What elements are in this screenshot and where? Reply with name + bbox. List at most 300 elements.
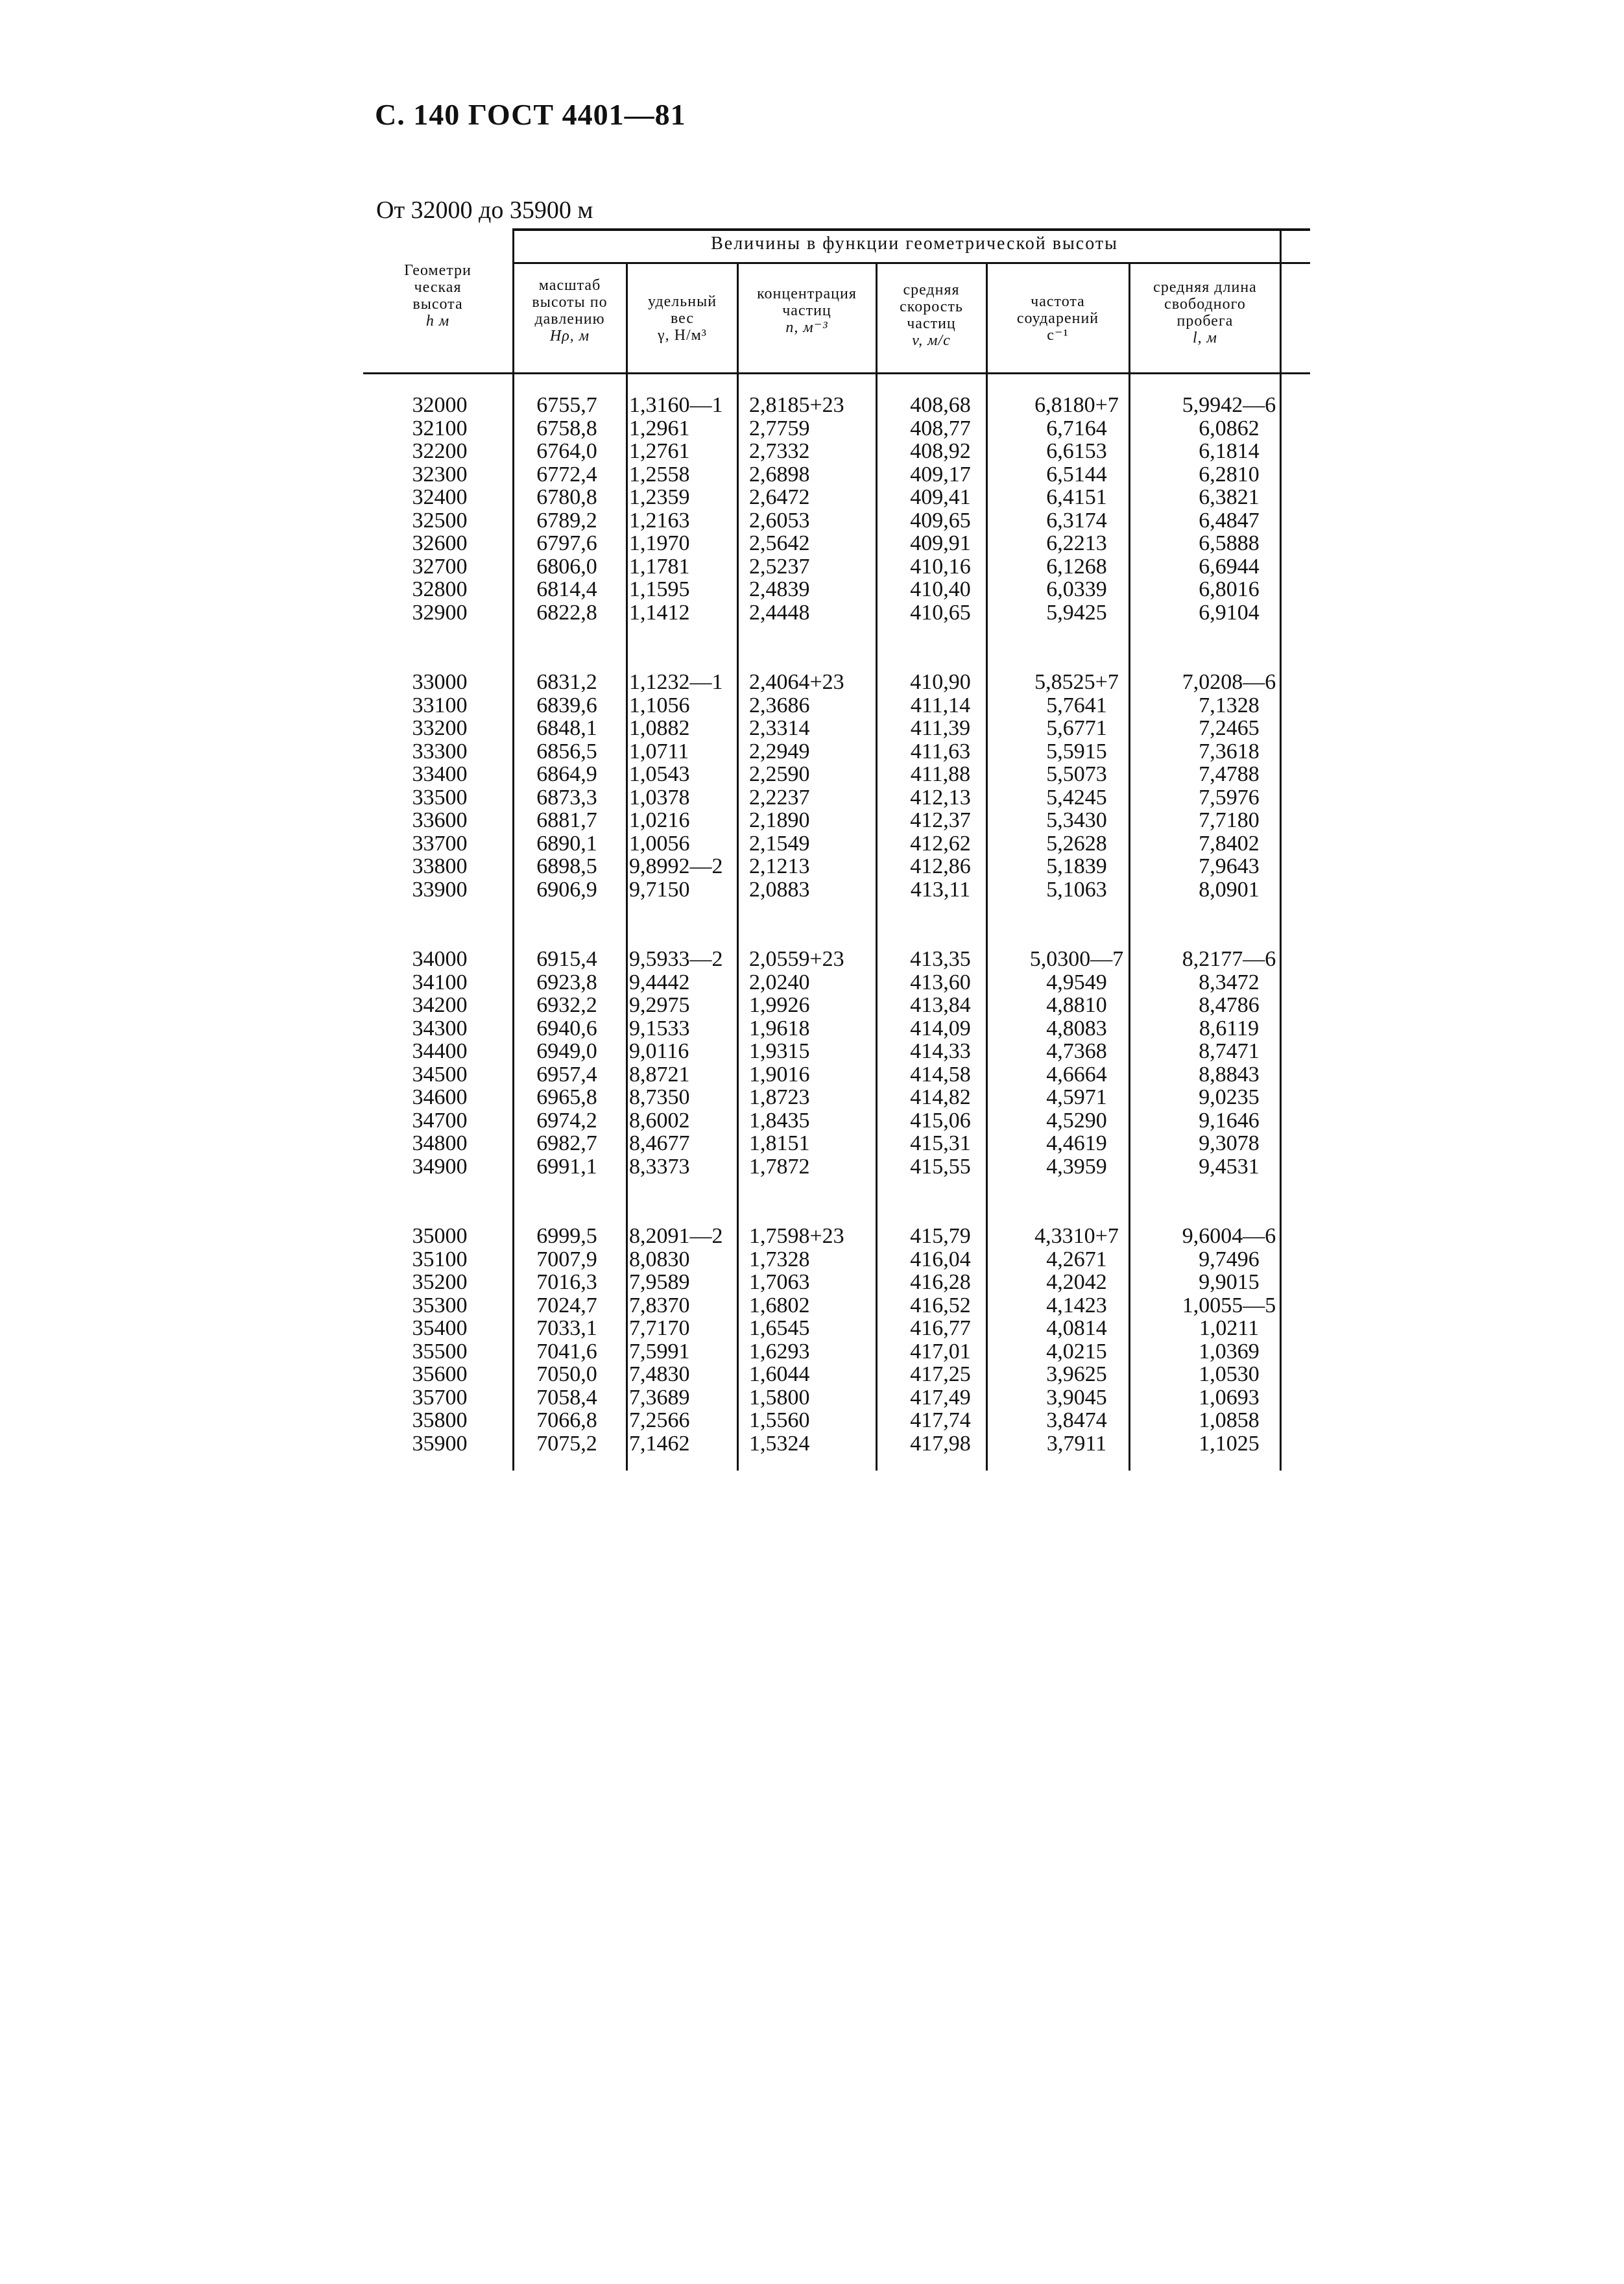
table-cell: 7033,1	[536, 1316, 597, 1340]
table-cell: 9,1533	[629, 1016, 690, 1040]
table-cell: 2,7759	[749, 416, 810, 440]
group-spacer	[882, 624, 999, 671]
column-rule	[512, 228, 514, 1471]
table-top-rule	[514, 228, 1310, 231]
table-cell: 3,9625	[1046, 1362, 1107, 1386]
table-cell: 33800	[412, 854, 468, 878]
table-cell: 412,62	[910, 831, 971, 856]
table-cell: 2,1890	[749, 808, 810, 832]
table-cell: 417,01	[910, 1339, 971, 1364]
table-cell: 1,0543	[629, 762, 690, 786]
table-cell: 6772,4	[536, 462, 597, 487]
table-cell: 4,0215	[1046, 1339, 1107, 1364]
table-cell: 7,3689	[629, 1385, 690, 1410]
table-cell: 35500	[412, 1339, 468, 1364]
table-cell: 5,3430	[1046, 808, 1107, 832]
table-cell: 6839,6	[536, 693, 597, 717]
table-cell: 3,9045	[1046, 1385, 1107, 1410]
table-cell: 32000	[412, 393, 468, 417]
table-cell: 32900	[412, 600, 468, 625]
table-cell: 7,1328	[1199, 693, 1260, 717]
table-cell: 412,13	[910, 785, 971, 810]
table-cell: 35100	[412, 1247, 468, 1271]
table-cell: 4,5971	[1046, 1085, 1107, 1109]
table-cell: 408,77	[910, 416, 971, 440]
table-cell: 6,0862	[1199, 416, 1260, 440]
table-cell: 7,7170	[629, 1316, 690, 1340]
table-cell: 1,3160—1	[629, 393, 723, 417]
table-cell: 1,1595	[629, 577, 690, 601]
table-cell: 6,9104	[1199, 600, 1260, 625]
table-cell: 6,5144	[1046, 462, 1107, 487]
table-cell: 8,4677	[629, 1131, 690, 1155]
table-cell: 7,5991	[629, 1339, 690, 1364]
table-cell: 415,79	[910, 1224, 971, 1248]
table-cell: 2,3686	[749, 693, 810, 717]
table-cell: 413,60	[910, 970, 971, 994]
table-cell: 1,6044	[749, 1362, 810, 1386]
table-cell: 6864,9	[536, 762, 597, 786]
table-cell: 8,7471	[1199, 1039, 1260, 1063]
table-cell: 8,3373	[629, 1154, 690, 1179]
table-cell: 32200	[412, 439, 468, 463]
table-cell: 8,6119	[1199, 1016, 1260, 1040]
table-cell: 6898,5	[536, 854, 597, 878]
table-cell: 1,7598+23	[749, 1224, 844, 1248]
table-cell: 9,2975	[629, 993, 690, 1017]
header-pressure-scale-height: масштаб высоты по давлению Hρ, м	[532, 277, 608, 344]
table-cell: 5,0300—7	[1029, 947, 1124, 971]
table-cell: 1,0378	[629, 785, 690, 810]
table-cell: 417,25	[910, 1362, 971, 1386]
table-cell: 5,5915	[1046, 739, 1107, 763]
group-spacer	[1154, 1178, 1304, 1225]
table-cell: 9,4531	[1199, 1154, 1260, 1179]
table-cell: 415,55	[910, 1154, 971, 1179]
table-cell: 1,2961	[629, 416, 690, 440]
table-cell: 6,6944	[1199, 554, 1260, 579]
table-cell: 1,9618	[749, 1016, 810, 1040]
table-cell: 2,2590	[749, 762, 810, 786]
table-cell: 6,1268	[1046, 554, 1107, 579]
table-cell: 1,9016	[749, 1062, 810, 1087]
table-cell: 34100	[412, 970, 468, 994]
table-cell: 7,4830	[629, 1362, 690, 1386]
table-cell: 6780,8	[536, 485, 597, 509]
header-collision-frequency: частота соударений с⁻¹	[1016, 293, 1099, 344]
super-header-rule	[514, 262, 1310, 264]
table-cell: 1,5560	[749, 1408, 810, 1432]
table-cell: 7,3618	[1199, 739, 1260, 763]
table-cell: 2,6053	[749, 508, 810, 533]
table-cell: 9,0235	[1199, 1085, 1260, 1109]
table-cell: 5,9425	[1046, 600, 1107, 625]
table-cell: 6797,6	[536, 531, 597, 555]
group-spacer	[515, 1178, 619, 1225]
table-cell: 2,0559+23	[749, 947, 844, 971]
table-cell: 6949,0	[536, 1039, 597, 1063]
table-cell: 1,0055—5	[1182, 1293, 1276, 1317]
table-cell: 1,1970	[629, 531, 690, 555]
table-cell: 1,0858	[1199, 1408, 1260, 1432]
table-cell: 9,0116	[629, 1039, 689, 1063]
table-cell: 1,1056	[629, 693, 690, 717]
header-height: Геометри ческая высота h м	[404, 262, 472, 330]
table-cell: 5,5073	[1046, 762, 1107, 786]
table-cell: 2,5642	[749, 531, 810, 555]
table-cell: 35800	[412, 1408, 468, 1432]
table-cell: 2,0883	[749, 877, 810, 902]
table-cell: 35700	[412, 1385, 468, 1410]
table-cell: 4,7368	[1046, 1039, 1107, 1063]
header-bottom-rule	[363, 372, 1310, 374]
table-cell: 1,0216	[629, 808, 690, 832]
table-cell: 9,4442	[629, 970, 690, 994]
table-cell: 6806,0	[536, 554, 597, 579]
table-cell: 5,1839	[1046, 854, 1107, 878]
table-cell: 32800	[412, 577, 468, 601]
table-cell: 1,1412	[629, 600, 690, 625]
table-cell: 7075,2	[536, 1431, 597, 1456]
table-cell: 35200	[412, 1270, 468, 1294]
group-spacer	[1154, 901, 1304, 948]
table-cell: 6764,0	[536, 439, 597, 463]
table-cell: 1,1232—1	[629, 670, 723, 694]
table-cell: 2,2949	[749, 739, 810, 763]
table-cell: 4,6664	[1046, 1062, 1107, 1087]
table-cell: 7041,6	[536, 1339, 597, 1364]
table-cell: 2,1213	[749, 854, 810, 878]
table-cell: 413,84	[910, 993, 971, 1017]
group-spacer	[1012, 901, 1141, 948]
table-cell: 1,2359	[629, 485, 690, 509]
table-cell: 6814,4	[536, 577, 597, 601]
table-cell: 35900	[412, 1431, 468, 1456]
table-cell: 412,86	[910, 854, 971, 878]
table-cell: 414,82	[910, 1085, 971, 1109]
table-cell: 6881,7	[536, 808, 597, 832]
table-cell: 408,92	[910, 439, 971, 463]
table-cell: 4,3959	[1046, 1154, 1107, 1179]
table-cell: 7,7180	[1199, 808, 1260, 832]
table-cell: 5,6771	[1046, 716, 1107, 740]
table-cell: 1,2761	[629, 439, 690, 463]
table-cell: 6890,1	[536, 831, 597, 856]
table-cell: 33300	[412, 739, 468, 763]
table-cell: 417,74	[910, 1408, 971, 1432]
table-cell: 8,2091—2	[629, 1224, 723, 1248]
table-cell: 7,4788	[1199, 762, 1260, 786]
table-cell: 6,8180+7	[1034, 393, 1119, 417]
table-cell: 4,8083	[1046, 1016, 1107, 1040]
table-cell: 6758,8	[536, 416, 597, 440]
table-cell: 6755,7	[536, 393, 597, 417]
table-cell: 2,0240	[749, 970, 810, 994]
table-cell: 6,2810	[1199, 462, 1260, 487]
table-cell: 416,77	[910, 1316, 971, 1340]
table-cell: 8,4786	[1199, 993, 1260, 1017]
table-cell: 34300	[412, 1016, 468, 1040]
table-cell: 409,17	[910, 462, 971, 487]
table-cell: 409,41	[910, 485, 971, 509]
table-cell: 6,4151	[1046, 485, 1107, 509]
table-cell: 1,0882	[629, 716, 690, 740]
table-cell: 7,2465	[1199, 716, 1260, 740]
table-cell: 32600	[412, 531, 468, 555]
table-cell: 6982,7	[536, 1131, 597, 1155]
column-mean-free-path	[1154, 394, 1304, 1455]
table-cell: 34800	[412, 1131, 468, 1155]
group-spacer	[1012, 1178, 1141, 1225]
table-cell: 415,06	[910, 1108, 971, 1133]
table-cell: 411,39	[910, 716, 971, 740]
table-cell: 4,9549	[1046, 970, 1107, 994]
table-cell: 410,90	[910, 670, 971, 694]
table-cell: 2,1549	[749, 831, 810, 856]
table-cell: 8,2177—6	[1182, 947, 1276, 971]
table-cell: 1,7328	[749, 1247, 810, 1271]
group-spacer	[749, 901, 872, 948]
table-cell: 1,1781	[629, 554, 690, 579]
table-cell: 6932,2	[536, 993, 597, 1017]
table-cell: 2,4064+23	[749, 670, 844, 694]
table-cell: 1,8151	[749, 1131, 810, 1155]
table-cell: 2,6472	[749, 485, 810, 509]
table-cell: 413,35	[910, 947, 971, 971]
column-pressure-scale-height	[515, 394, 619, 1455]
table-cell: 4,8810	[1046, 993, 1107, 1017]
table-cell: 7,8370	[629, 1293, 690, 1317]
table-cell: 7,9589	[629, 1270, 690, 1294]
table-cell: 1,9315	[749, 1039, 810, 1063]
table-cell: 32700	[412, 554, 468, 579]
table-cell: 34500	[412, 1062, 468, 1087]
table-cell: 410,65	[910, 600, 971, 625]
table-cell: 7007,9	[536, 1247, 597, 1271]
table-cell: 6,4847	[1199, 508, 1260, 533]
table-cell: 8,8843	[1199, 1062, 1260, 1087]
table-cell: 1,6293	[749, 1339, 810, 1364]
table-cell: 1,9926	[749, 993, 810, 1017]
table-cell: 6,3174	[1046, 508, 1107, 533]
table-cell: 8,0830	[629, 1247, 690, 1271]
group-spacer	[629, 624, 739, 671]
table-cell: 9,3078	[1199, 1131, 1260, 1155]
table-cell: 6831,2	[536, 670, 597, 694]
table-cell: 6906,9	[536, 877, 597, 902]
column-rule	[876, 262, 878, 1471]
table-cell: 414,58	[910, 1062, 971, 1087]
table-cell: 6,5888	[1199, 531, 1260, 555]
group-spacer	[882, 901, 999, 948]
table-cell: 34900	[412, 1154, 468, 1179]
table-cell: 7,9643	[1199, 854, 1260, 878]
table-cell: 4,1423	[1046, 1293, 1107, 1317]
table-cell: 3,7911	[1046, 1431, 1107, 1456]
table-cell: 2,3314	[749, 716, 810, 740]
table-cell: 5,7641	[1046, 693, 1107, 717]
table-cell: 35000	[412, 1224, 468, 1248]
table-cell: 414,33	[910, 1039, 971, 1063]
table-cell: 4,3310+7	[1034, 1224, 1119, 1248]
table-cell: 33700	[412, 831, 468, 856]
table-cell: 416,52	[910, 1293, 971, 1317]
table-cell: 1,8723	[749, 1085, 810, 1109]
table-cell: 34700	[412, 1108, 468, 1133]
data-table	[363, 228, 1310, 1474]
table-cell: 5,1063	[1046, 877, 1107, 902]
table-cell: 409,65	[910, 508, 971, 533]
table-cell: 6,0339	[1046, 577, 1107, 601]
table-cell: 6848,1	[536, 716, 597, 740]
table-cell: 9,5933—2	[629, 947, 723, 971]
table-cell: 34200	[412, 993, 468, 1017]
table-cell: 415,31	[910, 1131, 971, 1155]
super-header: Величины в функции геометрической высоты	[711, 234, 1118, 254]
table-cell: 1,7063	[749, 1270, 810, 1294]
table-cell: 7066,8	[536, 1408, 597, 1432]
table-cell: 409,91	[910, 531, 971, 555]
table-cell: 34600	[412, 1085, 468, 1109]
table-cell: 6856,5	[536, 739, 597, 763]
table-cell: 6965,8	[536, 1085, 597, 1109]
table-cell: 4,2671	[1046, 1247, 1107, 1271]
table-cell: 2,7332	[749, 439, 810, 463]
table-cell: 8,6002	[629, 1108, 690, 1133]
table-cell: 8,3472	[1199, 970, 1260, 994]
table-cell: 411,88	[910, 762, 971, 786]
table-cell: 6,7164	[1046, 416, 1107, 440]
table-cell: 1,6802	[749, 1293, 810, 1317]
table-cell: 7,0208—6	[1182, 670, 1276, 694]
table-cell: 33400	[412, 762, 468, 786]
table-cell: 9,8992—2	[629, 854, 723, 878]
group-spacer	[629, 901, 739, 948]
table-cell: 7,5976	[1199, 785, 1260, 810]
table-cell: 32100	[412, 416, 468, 440]
table-cell: 6940,6	[536, 1016, 597, 1040]
column-mean-speed	[882, 394, 999, 1455]
table-cell: 4,0814	[1046, 1316, 1107, 1340]
group-spacer	[394, 624, 485, 671]
table-cell: 7,1462	[629, 1431, 690, 1456]
header-specific-weight: удельный вес γ, Н/м³	[647, 293, 717, 344]
table-cell: 8,8721	[629, 1062, 690, 1087]
group-spacer	[629, 1178, 739, 1225]
table-cell: 2,5237	[749, 554, 810, 579]
table-cell: 35400	[412, 1316, 468, 1340]
group-spacer	[394, 1178, 485, 1225]
page-header: С. 140 ГОСТ 4401—81	[375, 98, 686, 131]
range-caption: От 32000 до 35900 м	[376, 197, 593, 224]
table-cell: 410,16	[910, 554, 971, 579]
table-cell: 8,7350	[629, 1085, 690, 1109]
table-cell: 411,63	[910, 739, 971, 763]
table-cell: 33000	[412, 670, 468, 694]
table-cell: 35600	[412, 1362, 468, 1386]
table-cell: 34000	[412, 947, 468, 971]
table-cell: 6,2213	[1046, 531, 1107, 555]
table-cell: 417,98	[910, 1431, 971, 1456]
group-spacer	[1012, 624, 1141, 671]
table-cell: 33900	[412, 877, 468, 902]
table-cell: 416,04	[910, 1247, 971, 1271]
group-spacer	[1154, 624, 1304, 671]
table-cell: 3,8474	[1046, 1408, 1107, 1432]
group-spacer	[749, 1178, 872, 1225]
table-cell: 412,37	[910, 808, 971, 832]
table-cell: 408,68	[910, 393, 971, 417]
table-cell: 6,8016	[1199, 577, 1260, 601]
table-cell: 7,8402	[1199, 831, 1260, 856]
table-cell: 8,0901	[1199, 877, 1260, 902]
table-cell: 2,2237	[749, 785, 810, 810]
table-cell: 35300	[412, 1293, 468, 1317]
table-cell: 2,4839	[749, 577, 810, 601]
table-cell: 417,49	[910, 1385, 971, 1410]
table-cell: 33100	[412, 693, 468, 717]
table-cell: 4,4619	[1046, 1131, 1107, 1155]
table-cell: 1,5800	[749, 1385, 810, 1410]
table-cell: 7,2566	[629, 1408, 690, 1432]
table-cell: 32300	[412, 462, 468, 487]
table-cell: 411,14	[910, 693, 971, 717]
table-cell: 4,2042	[1046, 1270, 1107, 1294]
table-cell: 33600	[412, 808, 468, 832]
table-cell: 410,40	[910, 577, 971, 601]
table-cell: 33500	[412, 785, 468, 810]
table-cell: 34400	[412, 1039, 468, 1063]
table-cell: 1,0056	[629, 831, 690, 856]
table-cell: 1,0711	[629, 739, 689, 763]
table-cell: 7016,3	[536, 1270, 597, 1294]
table-cell: 5,2628	[1046, 831, 1107, 856]
table-cell: 414,09	[910, 1016, 971, 1040]
table-cell: 7058,4	[536, 1385, 597, 1410]
table-cell: 416,28	[910, 1270, 971, 1294]
table-cell: 6957,4	[536, 1062, 597, 1087]
table-cell: 6923,8	[536, 970, 597, 994]
table-cell: 6,3821	[1199, 485, 1260, 509]
table-cell: 1,5324	[749, 1431, 810, 1456]
table-cell: 9,7496	[1199, 1247, 1260, 1271]
group-spacer	[882, 1178, 999, 1225]
column-particle-concentration	[749, 394, 872, 1455]
table-cell: 1,1025	[1199, 1431, 1260, 1456]
table-cell: 9,6004—6	[1182, 1224, 1276, 1248]
table-cell: 1,7872	[749, 1154, 810, 1179]
column-collision-frequency	[1012, 394, 1141, 1455]
table-cell: 6915,4	[536, 947, 597, 971]
table-cell: 1,0369	[1199, 1339, 1260, 1364]
table-cell: 1,6545	[749, 1316, 810, 1340]
group-spacer	[394, 901, 485, 948]
table-cell: 9,1646	[1199, 1108, 1260, 1133]
column-specific-weight	[629, 394, 739, 1455]
table-cell: 6,1814	[1199, 439, 1260, 463]
group-spacer	[749, 624, 872, 671]
table-cell: 1,2163	[629, 508, 690, 533]
table-cell: 32500	[412, 508, 468, 533]
table-cell: 7024,7	[536, 1293, 597, 1317]
table-cell: 6,6153	[1046, 439, 1107, 463]
table-cell: 5,8525+7	[1034, 670, 1119, 694]
table-cell: 2,6898	[749, 462, 810, 487]
table-cell: 32400	[412, 485, 468, 509]
table-cell: 1,0530	[1199, 1362, 1260, 1386]
table-cell: 6991,1	[536, 1154, 597, 1179]
table-cell: 5,4245	[1046, 785, 1107, 810]
